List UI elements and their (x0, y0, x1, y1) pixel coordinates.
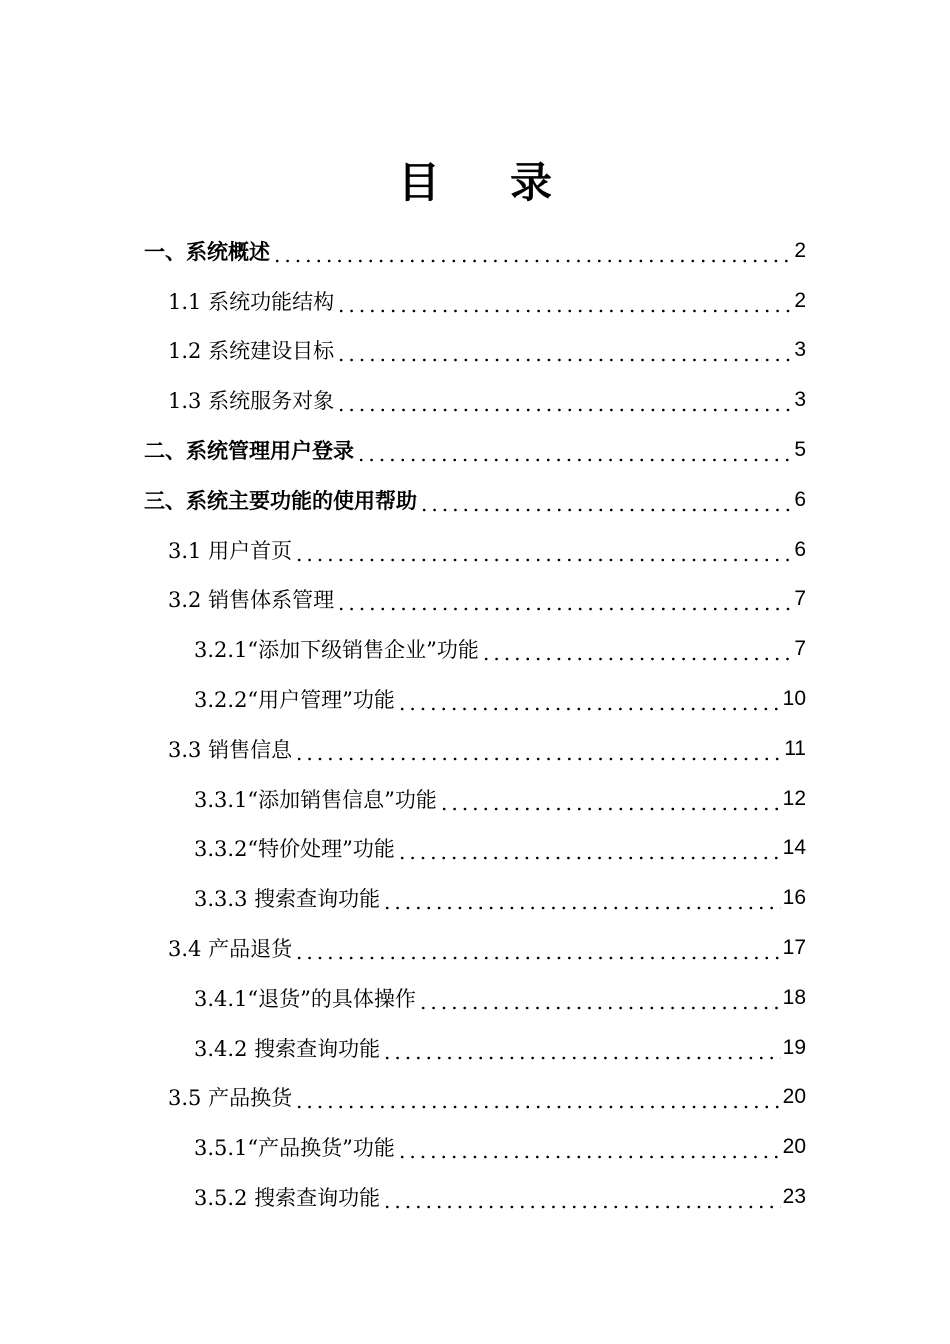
toc-entry-page-number: 20 (782, 1135, 806, 1159)
toc-entry[interactable] (0, 276, 950, 326)
toc-entry-label: 3.3.2“特价处理”功能 (194, 837, 395, 862)
dot-leader (336, 392, 792, 412)
dot-leader (382, 1040, 781, 1060)
toc-entry[interactable] (0, 1023, 950, 1073)
toc-entry-label: 3.3.3 搜索查询功能 (194, 887, 381, 912)
toc-entry-page-number: 20 (782, 1085, 806, 1109)
toc-entry-page-number: 16 (782, 886, 806, 910)
toc-entry-label: 二、系统管理用户登录 (144, 439, 354, 464)
toc-entry-label: 3.4.1“退货”的具体操作 (194, 986, 416, 1011)
toc-entry-label: 3.3.1“添加销售信息”功能 (194, 787, 437, 812)
dot-leader (481, 641, 792, 661)
toc-entry-page-number: 3 (794, 388, 806, 412)
toc-entry[interactable] (0, 973, 950, 1023)
toc-entry[interactable] (0, 475, 950, 525)
toc-entry-label: 3.5.2 搜索查询功能 (194, 1186, 381, 1211)
dot-leader (294, 542, 792, 562)
page-title-char-2: 录 (510, 158, 553, 207)
toc-entry-label: 3.5.1“产品换货”功能 (194, 1136, 395, 1161)
toc-entry[interactable] (0, 923, 950, 973)
toc-entry-page-number: 10 (782, 687, 806, 711)
dot-leader (336, 342, 792, 362)
dot-leader (336, 591, 792, 611)
toc-entry-label: 3.3 销售信息 (168, 737, 293, 762)
dot-leader (294, 940, 781, 960)
toc-entry-page-number: 14 (782, 836, 806, 860)
dot-leader (294, 1089, 781, 1109)
dot-leader (397, 691, 781, 711)
toc-entry-label: 1.2 系统建设目标 (168, 339, 335, 364)
toc-entry-page-number: 12 (782, 786, 806, 810)
toc-entry-page-number: 6 (794, 537, 806, 561)
table-of-contents (0, 226, 950, 1222)
toc-entry[interactable] (0, 774, 950, 824)
toc-entry-page-number: 19 (782, 1035, 806, 1059)
toc-entry-label: 3.4 产品退货 (168, 937, 293, 962)
toc-entry[interactable] (0, 724, 950, 774)
toc-entry-label: 3.4.2 搜索查询功能 (194, 1036, 381, 1061)
dot-leader (418, 990, 781, 1010)
page-title-char-1: 目 (397, 158, 440, 207)
toc-entry[interactable] (0, 425, 950, 475)
toc-entry[interactable] (0, 1172, 950, 1222)
toc-entry-label: 3.2.2“用户管理”功能 (194, 688, 395, 713)
toc-entry[interactable] (0, 375, 950, 425)
dot-leader (272, 243, 792, 263)
toc-entry[interactable] (0, 624, 950, 674)
toc-entry-label: 1.1 系统功能结构 (168, 289, 335, 314)
toc-entry[interactable] (0, 575, 950, 625)
dot-leader (336, 293, 792, 313)
dot-leader (294, 741, 782, 761)
toc-entry-page-number: 3 (794, 338, 806, 362)
toc-entry[interactable] (0, 873, 950, 923)
dot-leader (382, 890, 781, 910)
toc-entry-label: 3.5 产品换货 (168, 1086, 293, 1111)
toc-entry-page-number: 5 (794, 438, 806, 462)
dot-leader (397, 840, 781, 860)
toc-entry-label: 3.2.1“添加下级销售企业”功能 (194, 638, 479, 663)
toc-entry[interactable] (0, 674, 950, 724)
toc-entry-label: 三、系统主要功能的使用帮助 (144, 488, 417, 513)
toc-entry-page-number: 18 (782, 985, 806, 1009)
toc-entry-page-number: 7 (794, 637, 806, 661)
toc-entry[interactable] (0, 1073, 950, 1123)
toc-entry[interactable] (0, 1122, 950, 1172)
page-title (0, 150, 950, 210)
dot-leader (356, 442, 792, 462)
dot-leader (397, 1139, 781, 1159)
toc-entry[interactable] (0, 525, 950, 575)
toc-entry-page-number: 2 (794, 238, 806, 262)
toc-entry[interactable] (0, 226, 950, 276)
toc-entry[interactable] (0, 326, 950, 376)
toc-entry-label: 一、系统概述 (144, 239, 270, 264)
toc-entry-page-number: 11 (784, 736, 806, 760)
toc-entry-label: 1.3 系统服务对象 (168, 389, 335, 414)
toc-entry-page-number: 7 (794, 587, 806, 611)
toc-entry-page-number: 17 (782, 936, 806, 960)
dot-leader (419, 492, 792, 512)
dot-leader (382, 1189, 781, 1209)
dot-leader (439, 791, 781, 811)
toc-entry-page-number: 6 (794, 487, 806, 511)
toc-entry-page-number: 23 (782, 1185, 806, 1209)
toc-entry-label: 3.1 用户首页 (168, 538, 293, 563)
toc-entry[interactable] (0, 824, 950, 874)
toc-entry-label: 3.2 销售体系管理 (168, 588, 335, 613)
toc-entry-page-number: 2 (794, 288, 806, 312)
